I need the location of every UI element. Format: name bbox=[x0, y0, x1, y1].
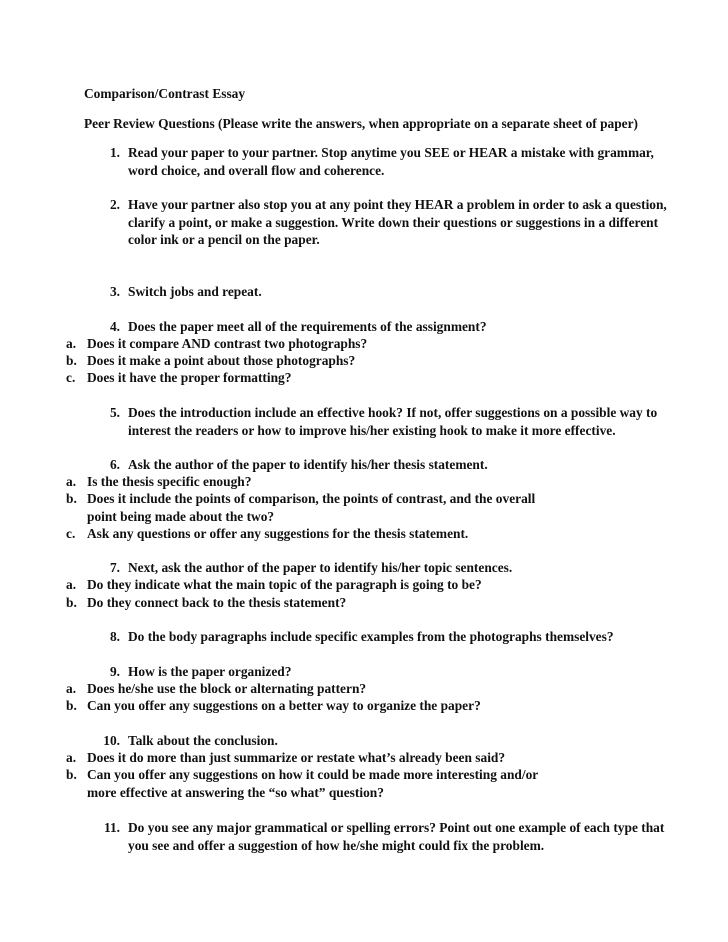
sub-question-letter: a. bbox=[66, 336, 77, 351]
document-subtitle: Peer Review Questions (Please write the answers, when appropriate on a separate sheet of paper) bbox=[84, 116, 639, 131]
question-text: Ask the author of the paper to identify his/her thesis statement. bbox=[128, 457, 488, 472]
question-number: 1. bbox=[109, 145, 120, 160]
sub-question-text: Does he/she use the block or alternating pattern? bbox=[87, 681, 367, 696]
question-number: 6. bbox=[109, 457, 120, 472]
sub-question-text: Can you offer any suggestions on how it could be made more interesting and/or more effective at answering the “so what” question? bbox=[87, 767, 538, 800]
sub-question-letter: c. bbox=[66, 370, 76, 385]
sub-question-letter: b. bbox=[66, 767, 77, 782]
sub-question-text: Can you offer any suggestions on a better way to organize the paper? bbox=[87, 698, 481, 713]
sub-question-text: Ask any questions or offer any suggestions for the thesis statement. bbox=[87, 526, 469, 541]
question-text: Does the introduction include an effective hook? If not, offer suggestions on a possible way to interest the readers or how to improve his/her existing hook to make it more effective. bbox=[128, 405, 658, 438]
sub-question-text: Is the thesis specific enough? bbox=[87, 474, 252, 489]
question-number: 10. bbox=[103, 733, 120, 748]
sub-question-letter: c. bbox=[66, 526, 76, 541]
question-text: Read your paper to your partner. Stop anytime you SEE or HEAR a mistake with grammar, word choice, and overall flow and coherence. bbox=[128, 145, 654, 178]
question-number: 5. bbox=[109, 405, 120, 420]
sub-question-letter: a. bbox=[66, 577, 77, 592]
sub-question-text: Does it include the points of comparison, the points of contrast, and the overall point being made about the two? bbox=[87, 491, 536, 524]
sub-question-letter: b. bbox=[66, 491, 77, 506]
question-text: How is the paper organized? bbox=[128, 664, 292, 679]
question-number: 11. bbox=[104, 820, 120, 835]
sub-question-text: Does it compare AND contrast two photographs? bbox=[87, 336, 368, 351]
question-text: Switch jobs and repeat. bbox=[128, 284, 262, 299]
question-number: 9. bbox=[109, 664, 120, 679]
sub-question-text: Does it have the proper formatting? bbox=[87, 370, 292, 385]
sub-question-letter: a. bbox=[66, 474, 77, 489]
sub-question-letter: a. bbox=[66, 750, 77, 765]
sub-question-text: Do they indicate what the main topic of the paragraph is going to be? bbox=[87, 577, 482, 592]
sub-question-text: Do they connect back to the thesis statement? bbox=[87, 595, 347, 610]
question-text: Do the body paragraphs include specific examples from the photographs themselves? bbox=[128, 629, 614, 644]
document-title: Comparison/Contrast Essay bbox=[84, 86, 246, 101]
sub-question-letter: b. bbox=[66, 353, 77, 368]
question-text: Do you see any major grammatical or spelling errors? Point out one example of each type that you see and offer a suggestion of how he/she might could fix the problem. bbox=[128, 820, 665, 853]
sub-question-text: Does it make a point about those photographs? bbox=[87, 353, 356, 368]
sub-question-text: Does it do more than just summarize or restate what’s already been said? bbox=[87, 750, 506, 765]
sub-question-letter: b. bbox=[66, 698, 77, 713]
question-number: 7. bbox=[109, 560, 120, 575]
question-number: 3. bbox=[109, 284, 120, 299]
question-text: Does the paper meet all of the requirements of the assignment? bbox=[128, 319, 487, 334]
sub-question-letter: b. bbox=[66, 595, 77, 610]
question-number: 2. bbox=[109, 197, 120, 212]
question-text: Talk about the conclusion. bbox=[128, 733, 278, 748]
question-text: Next, ask the author of the paper to identify his/her topic sentences. bbox=[128, 560, 513, 575]
question-text: Have your partner also stop you at any point they HEAR a problem in order to ask a question, clarify a point, or make a suggestion. Write down their questions or suggestions in a different color ink or a pencil on the paper. bbox=[128, 197, 667, 247]
sub-question-letter: a. bbox=[66, 681, 77, 696]
question-number: 4. bbox=[109, 319, 120, 334]
question-number: 8. bbox=[109, 629, 120, 644]
